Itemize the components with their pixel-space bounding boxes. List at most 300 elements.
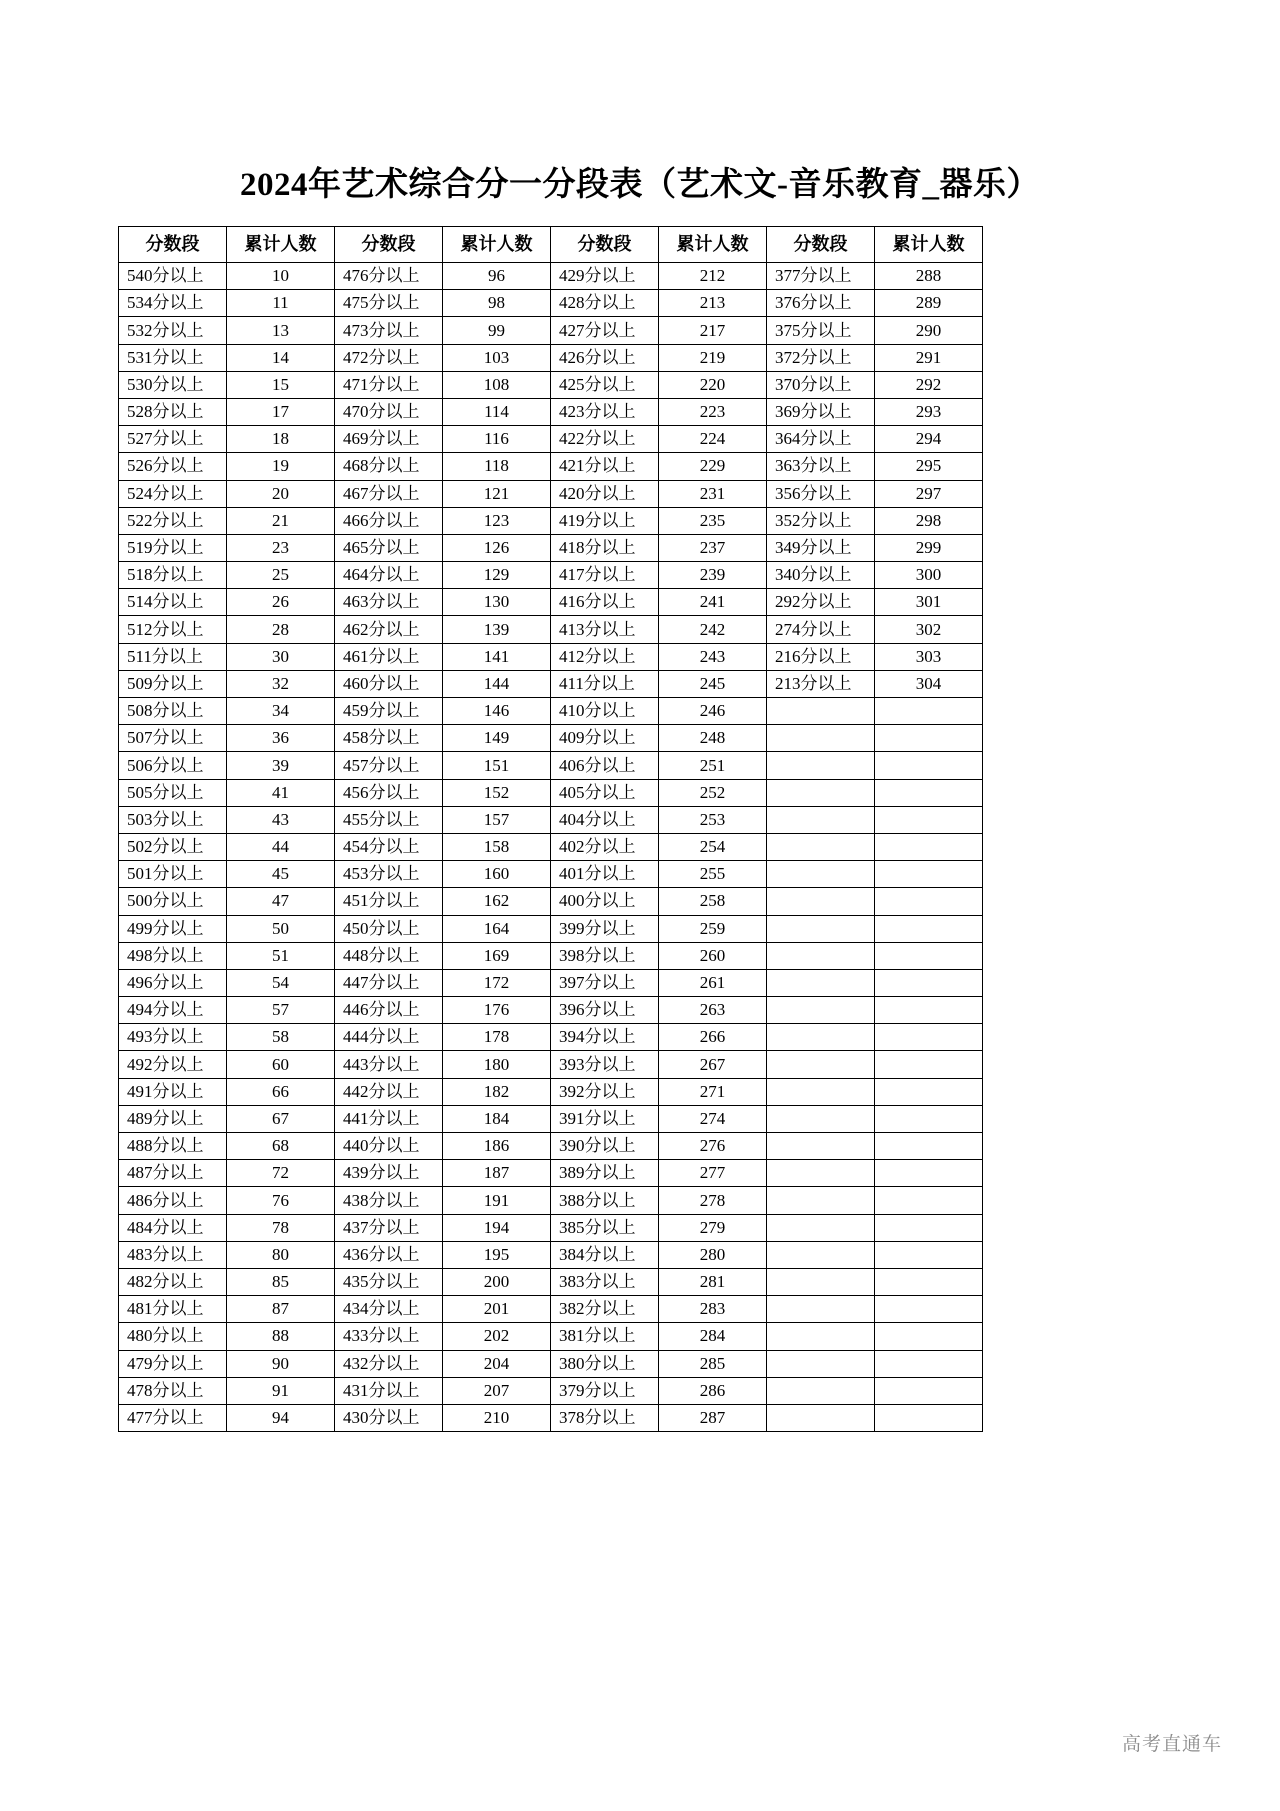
cumulative-count-cell: 99 <box>443 317 551 344</box>
cumulative-count-cell: 10 <box>227 263 335 290</box>
cumulative-count-cell: 194 <box>443 1214 551 1241</box>
cumulative-count-cell: 274 <box>659 1105 767 1132</box>
score-band-cell: 540分以上 <box>119 263 227 290</box>
cumulative-count-cell: 76 <box>227 1187 335 1214</box>
score-band-cell: 465分以上 <box>335 534 443 561</box>
cumulative-count-cell: 267 <box>659 1051 767 1078</box>
empty-cell <box>767 1377 875 1404</box>
empty-cell <box>767 1187 875 1214</box>
score-band-cell: 493分以上 <box>119 1024 227 1051</box>
table-row <box>119 725 983 752</box>
cumulative-count-cell: 146 <box>443 698 551 725</box>
cumulative-count-cell: 43 <box>227 806 335 833</box>
cumulative-count-cell: 304 <box>875 670 983 697</box>
empty-cell <box>875 1105 983 1132</box>
score-band-cell: 435分以上 <box>335 1268 443 1295</box>
cumulative-count-cell: 281 <box>659 1268 767 1295</box>
cumulative-count-cell: 253 <box>659 806 767 833</box>
cumulative-count-cell: 158 <box>443 833 551 860</box>
score-band-cell: 453分以上 <box>335 861 443 888</box>
cumulative-count-cell: 200 <box>443 1268 551 1295</box>
cumulative-count-cell: 263 <box>659 997 767 1024</box>
empty-cell <box>875 915 983 942</box>
cumulative-count-cell: 144 <box>443 670 551 697</box>
cumulative-count-cell: 286 <box>659 1377 767 1404</box>
score-band-cell: 518分以上 <box>119 562 227 589</box>
score-band-cell: 383分以上 <box>551 1268 659 1295</box>
empty-cell <box>767 1160 875 1187</box>
score-band-cell: 448分以上 <box>335 942 443 969</box>
cumulative-count-cell: 60 <box>227 1051 335 1078</box>
cumulative-count-cell: 28 <box>227 616 335 643</box>
score-band-cell: 404分以上 <box>551 806 659 833</box>
score-band-cell: 369分以上 <box>767 398 875 425</box>
cumulative-count-cell: 300 <box>875 562 983 589</box>
score-band-cell: 422分以上 <box>551 426 659 453</box>
cumulative-count-cell: 141 <box>443 643 551 670</box>
score-band-cell: 469分以上 <box>335 426 443 453</box>
score-band-cell: 481分以上 <box>119 1296 227 1323</box>
cumulative-count-cell: 184 <box>443 1105 551 1132</box>
table-row <box>119 1214 983 1241</box>
cumulative-count-cell: 187 <box>443 1160 551 1187</box>
score-band-cell: 530分以上 <box>119 371 227 398</box>
score-band-cell: 349分以上 <box>767 534 875 561</box>
cumulative-count-cell: 30 <box>227 643 335 670</box>
cumulative-count-cell: 229 <box>659 453 767 480</box>
score-band-cell: 379分以上 <box>551 1377 659 1404</box>
score-band-cell: 429分以上 <box>551 263 659 290</box>
table-row <box>119 779 983 806</box>
cumulative-count-cell: 18 <box>227 426 335 453</box>
score-band-cell: 433分以上 <box>335 1323 443 1350</box>
cumulative-count-cell: 176 <box>443 997 551 1024</box>
empty-cell <box>875 1024 983 1051</box>
score-band-cell: 340分以上 <box>767 562 875 589</box>
table-row <box>119 1268 983 1295</box>
score-band-cell: 463分以上 <box>335 589 443 616</box>
cumulative-count-cell: 202 <box>443 1323 551 1350</box>
score-band-cell: 457分以上 <box>335 752 443 779</box>
cumulative-count-cell: 299 <box>875 534 983 561</box>
empty-cell <box>767 833 875 860</box>
cumulative-count-cell: 295 <box>875 453 983 480</box>
score-band-cell: 418分以上 <box>551 534 659 561</box>
table-row <box>119 453 983 480</box>
empty-cell <box>875 997 983 1024</box>
score-band-cell: 483分以上 <box>119 1241 227 1268</box>
cumulative-count-cell: 169 <box>443 942 551 969</box>
table-row <box>119 643 983 670</box>
table-row <box>119 507 983 534</box>
score-band-cell: 392分以上 <box>551 1078 659 1105</box>
header-count-4: 累计人数 <box>875 227 983 263</box>
score-band-cell: 394分以上 <box>551 1024 659 1051</box>
empty-cell <box>875 1268 983 1295</box>
table-row <box>119 833 983 860</box>
score-band-cell: 385分以上 <box>551 1214 659 1241</box>
cumulative-count-cell: 160 <box>443 861 551 888</box>
table-row <box>119 670 983 697</box>
empty-cell <box>767 1024 875 1051</box>
empty-cell <box>875 833 983 860</box>
table-row <box>119 1187 983 1214</box>
table-row <box>119 698 983 725</box>
cumulative-count-cell: 45 <box>227 861 335 888</box>
cumulative-count-cell: 301 <box>875 589 983 616</box>
cumulative-count-cell: 284 <box>659 1323 767 1350</box>
table-row <box>119 562 983 589</box>
table-row <box>119 263 983 290</box>
cumulative-count-cell: 292 <box>875 371 983 398</box>
cumulative-count-cell: 13 <box>227 317 335 344</box>
empty-cell <box>767 997 875 1024</box>
score-distribution-table <box>118 226 983 1432</box>
cumulative-count-cell: 34 <box>227 698 335 725</box>
empty-cell <box>767 779 875 806</box>
score-band-cell: 382分以上 <box>551 1296 659 1323</box>
empty-cell <box>875 942 983 969</box>
score-band-cell: 378分以上 <box>551 1404 659 1431</box>
cumulative-count-cell: 302 <box>875 616 983 643</box>
score-band-cell: 363分以上 <box>767 453 875 480</box>
cumulative-count-cell: 57 <box>227 997 335 1024</box>
cumulative-count-cell: 88 <box>227 1323 335 1350</box>
score-band-cell: 427分以上 <box>551 317 659 344</box>
cumulative-count-cell: 290 <box>875 317 983 344</box>
empty-cell <box>875 725 983 752</box>
cumulative-count-cell: 251 <box>659 752 767 779</box>
cumulative-count-cell: 294 <box>875 426 983 453</box>
cumulative-count-cell: 241 <box>659 589 767 616</box>
table-row <box>119 1051 983 1078</box>
table-row <box>119 371 983 398</box>
cumulative-count-cell: 271 <box>659 1078 767 1105</box>
empty-cell <box>767 698 875 725</box>
cumulative-count-cell: 121 <box>443 480 551 507</box>
cumulative-count-cell: 178 <box>443 1024 551 1051</box>
score-band-cell: 455分以上 <box>335 806 443 833</box>
cumulative-count-cell: 47 <box>227 888 335 915</box>
cumulative-count-cell: 246 <box>659 698 767 725</box>
header-count-2: 累计人数 <box>443 227 551 263</box>
score-band-cell: 446分以上 <box>335 997 443 1024</box>
score-band-cell: 400分以上 <box>551 888 659 915</box>
score-band-cell: 410分以上 <box>551 698 659 725</box>
score-band-cell: 456分以上 <box>335 779 443 806</box>
cumulative-count-cell: 11 <box>227 290 335 317</box>
score-band-cell: 440分以上 <box>335 1133 443 1160</box>
score-band-cell: 423分以上 <box>551 398 659 425</box>
cumulative-count-cell: 15 <box>227 371 335 398</box>
cumulative-count-cell: 67 <box>227 1105 335 1132</box>
table-row <box>119 942 983 969</box>
empty-cell <box>875 698 983 725</box>
cumulative-count-cell: 261 <box>659 969 767 996</box>
empty-cell <box>875 1133 983 1160</box>
score-band-cell: 471分以上 <box>335 371 443 398</box>
score-band-cell: 492分以上 <box>119 1051 227 1078</box>
score-band-cell: 419分以上 <box>551 507 659 534</box>
cumulative-count-cell: 25 <box>227 562 335 589</box>
cumulative-count-cell: 129 <box>443 562 551 589</box>
empty-cell <box>875 1214 983 1241</box>
cumulative-count-cell: 191 <box>443 1187 551 1214</box>
empty-cell <box>767 1078 875 1105</box>
cumulative-count-cell: 14 <box>227 344 335 371</box>
table-row <box>119 1377 983 1404</box>
cumulative-count-cell: 186 <box>443 1133 551 1160</box>
cumulative-count-cell: 201 <box>443 1296 551 1323</box>
table-row <box>119 398 983 425</box>
score-band-cell: 438分以上 <box>335 1187 443 1214</box>
empty-cell <box>875 752 983 779</box>
score-band-cell: 430分以上 <box>335 1404 443 1431</box>
cumulative-count-cell: 298 <box>875 507 983 534</box>
table-row <box>119 1404 983 1431</box>
score-band-cell: 524分以上 <box>119 480 227 507</box>
cumulative-count-cell: 126 <box>443 534 551 561</box>
empty-cell <box>767 969 875 996</box>
empty-cell <box>767 1105 875 1132</box>
score-band-cell: 480分以上 <box>119 1323 227 1350</box>
score-band-cell: 478分以上 <box>119 1377 227 1404</box>
cumulative-count-cell: 207 <box>443 1377 551 1404</box>
empty-cell <box>767 1404 875 1431</box>
cumulative-count-cell: 149 <box>443 725 551 752</box>
score-band-cell: 498分以上 <box>119 942 227 969</box>
cumulative-count-cell: 259 <box>659 915 767 942</box>
score-band-cell: 487分以上 <box>119 1160 227 1187</box>
empty-cell <box>875 1160 983 1187</box>
cumulative-count-cell: 220 <box>659 371 767 398</box>
score-band-cell: 380分以上 <box>551 1350 659 1377</box>
empty-cell <box>875 1241 983 1268</box>
cumulative-count-cell: 278 <box>659 1187 767 1214</box>
score-band-cell: 405分以上 <box>551 779 659 806</box>
table-row <box>119 290 983 317</box>
cumulative-count-cell: 85 <box>227 1268 335 1295</box>
score-band-cell: 388分以上 <box>551 1187 659 1214</box>
header-score-3: 分数段 <box>551 227 659 263</box>
cumulative-count-cell: 98 <box>443 290 551 317</box>
score-band-cell: 420分以上 <box>551 480 659 507</box>
score-band-cell: 401分以上 <box>551 861 659 888</box>
table-row <box>119 997 983 1024</box>
cumulative-count-cell: 32 <box>227 670 335 697</box>
cumulative-count-cell: 291 <box>875 344 983 371</box>
score-band-cell: 454分以上 <box>335 833 443 860</box>
cumulative-count-cell: 172 <box>443 969 551 996</box>
score-band-cell: 511分以上 <box>119 643 227 670</box>
empty-cell <box>767 1323 875 1350</box>
cumulative-count-cell: 114 <box>443 398 551 425</box>
score-band-cell: 381分以上 <box>551 1323 659 1350</box>
score-band-cell: 486分以上 <box>119 1187 227 1214</box>
cumulative-count-cell: 36 <box>227 725 335 752</box>
table-row <box>119 1024 983 1051</box>
cumulative-count-cell: 266 <box>659 1024 767 1051</box>
table-row <box>119 915 983 942</box>
score-band-cell: 467分以上 <box>335 480 443 507</box>
score-band-cell: 472分以上 <box>335 344 443 371</box>
cumulative-count-cell: 231 <box>659 480 767 507</box>
cumulative-count-cell: 210 <box>443 1404 551 1431</box>
cumulative-count-cell: 213 <box>659 290 767 317</box>
score-band-cell: 398分以上 <box>551 942 659 969</box>
empty-cell <box>767 1350 875 1377</box>
empty-cell <box>767 861 875 888</box>
score-band-cell: 352分以上 <box>767 507 875 534</box>
empty-cell <box>875 969 983 996</box>
header-row <box>119 227 983 263</box>
score-band-cell: 406分以上 <box>551 752 659 779</box>
cumulative-count-cell: 139 <box>443 616 551 643</box>
score-band-cell: 428分以上 <box>551 290 659 317</box>
cumulative-count-cell: 297 <box>875 480 983 507</box>
table-row <box>119 589 983 616</box>
empty-cell <box>767 1296 875 1323</box>
score-band-cell: 436分以上 <box>335 1241 443 1268</box>
cumulative-count-cell: 248 <box>659 725 767 752</box>
cumulative-count-cell: 151 <box>443 752 551 779</box>
cumulative-count-cell: 91 <box>227 1377 335 1404</box>
score-band-cell: 443分以上 <box>335 1051 443 1078</box>
score-band-cell: 527分以上 <box>119 426 227 453</box>
cumulative-count-cell: 277 <box>659 1160 767 1187</box>
header-count-1: 累计人数 <box>227 227 335 263</box>
cumulative-count-cell: 123 <box>443 507 551 534</box>
score-band-cell: 370分以上 <box>767 371 875 398</box>
cumulative-count-cell: 41 <box>227 779 335 806</box>
score-band-cell: 528分以上 <box>119 398 227 425</box>
empty-cell <box>875 1350 983 1377</box>
score-band-cell: 389分以上 <box>551 1160 659 1187</box>
score-band-cell: 461分以上 <box>335 643 443 670</box>
cumulative-count-cell: 285 <box>659 1350 767 1377</box>
table-row <box>119 969 983 996</box>
score-band-cell: 507分以上 <box>119 725 227 752</box>
score-band-cell: 470分以上 <box>335 398 443 425</box>
score-band-cell: 376分以上 <box>767 290 875 317</box>
cumulative-count-cell: 252 <box>659 779 767 806</box>
page-title: 2024年艺术综合分一分段表（艺术文-音乐教育_器乐） <box>240 167 1040 203</box>
cumulative-count-cell: 289 <box>875 290 983 317</box>
score-band-cell: 274分以上 <box>767 616 875 643</box>
score-band-cell: 434分以上 <box>335 1296 443 1323</box>
cumulative-count-cell: 68 <box>227 1133 335 1160</box>
score-band-cell: 425分以上 <box>551 371 659 398</box>
score-band-cell: 213分以上 <box>767 670 875 697</box>
cumulative-count-cell: 258 <box>659 888 767 915</box>
empty-cell <box>767 1133 875 1160</box>
table-row <box>119 888 983 915</box>
cumulative-count-cell: 235 <box>659 507 767 534</box>
score-band-cell: 503分以上 <box>119 806 227 833</box>
cumulative-count-cell: 260 <box>659 942 767 969</box>
cumulative-count-cell: 58 <box>227 1024 335 1051</box>
table-row <box>119 1160 983 1187</box>
empty-cell <box>875 1404 983 1431</box>
cumulative-count-cell: 44 <box>227 833 335 860</box>
score-band-cell: 532分以上 <box>119 317 227 344</box>
cumulative-count-cell: 303 <box>875 643 983 670</box>
cumulative-count-cell: 182 <box>443 1078 551 1105</box>
cumulative-count-cell: 108 <box>443 371 551 398</box>
cumulative-count-cell: 130 <box>443 589 551 616</box>
score-band-cell: 421分以上 <box>551 453 659 480</box>
empty-cell <box>767 1241 875 1268</box>
cumulative-count-cell: 80 <box>227 1241 335 1268</box>
cumulative-count-cell: 51 <box>227 942 335 969</box>
cumulative-count-cell: 157 <box>443 806 551 833</box>
score-band-cell: 512分以上 <box>119 616 227 643</box>
cumulative-count-cell: 118 <box>443 453 551 480</box>
score-band-cell: 499分以上 <box>119 915 227 942</box>
score-band-cell: 522分以上 <box>119 507 227 534</box>
score-band-cell: 216分以上 <box>767 643 875 670</box>
empty-cell <box>875 806 983 833</box>
cumulative-count-cell: 276 <box>659 1133 767 1160</box>
cumulative-count-cell: 243 <box>659 643 767 670</box>
cumulative-count-cell: 180 <box>443 1051 551 1078</box>
table-row <box>119 861 983 888</box>
score-band-cell: 501分以上 <box>119 861 227 888</box>
cumulative-count-cell: 223 <box>659 398 767 425</box>
cumulative-count-cell: 254 <box>659 833 767 860</box>
empty-cell <box>767 806 875 833</box>
cumulative-count-cell: 283 <box>659 1296 767 1323</box>
score-band-cell: 384分以上 <box>551 1241 659 1268</box>
cumulative-count-cell: 54 <box>227 969 335 996</box>
empty-cell <box>767 942 875 969</box>
cumulative-count-cell: 293 <box>875 398 983 425</box>
score-band-cell: 505分以上 <box>119 779 227 806</box>
header-count-3: 累计人数 <box>659 227 767 263</box>
score-band-cell: 473分以上 <box>335 317 443 344</box>
score-band-cell: 442分以上 <box>335 1078 443 1105</box>
cumulative-count-cell: 39 <box>227 752 335 779</box>
score-band-cell: 399分以上 <box>551 915 659 942</box>
score-band-cell: 475分以上 <box>335 290 443 317</box>
score-band-cell: 417分以上 <box>551 562 659 589</box>
cumulative-count-cell: 116 <box>443 426 551 453</box>
table-row <box>119 1323 983 1350</box>
score-band-cell: 426分以上 <box>551 344 659 371</box>
cumulative-count-cell: 94 <box>227 1404 335 1431</box>
score-band-cell: 431分以上 <box>335 1377 443 1404</box>
cumulative-count-cell: 245 <box>659 670 767 697</box>
score-band-cell: 377分以上 <box>767 263 875 290</box>
empty-cell <box>875 888 983 915</box>
cumulative-count-cell: 237 <box>659 534 767 561</box>
cumulative-count-cell: 162 <box>443 888 551 915</box>
table-row <box>119 317 983 344</box>
cumulative-count-cell: 164 <box>443 915 551 942</box>
score-band-cell: 409分以上 <box>551 725 659 752</box>
cumulative-count-cell: 287 <box>659 1404 767 1431</box>
table-row <box>119 1350 983 1377</box>
empty-cell <box>875 1187 983 1214</box>
cumulative-count-cell: 288 <box>875 263 983 290</box>
cumulative-count-cell: 219 <box>659 344 767 371</box>
score-band-cell: 393分以上 <box>551 1051 659 1078</box>
empty-cell <box>767 1051 875 1078</box>
score-band-cell: 396分以上 <box>551 997 659 1024</box>
cumulative-count-cell: 26 <box>227 589 335 616</box>
table-row <box>119 344 983 371</box>
table-body <box>119 263 983 1432</box>
